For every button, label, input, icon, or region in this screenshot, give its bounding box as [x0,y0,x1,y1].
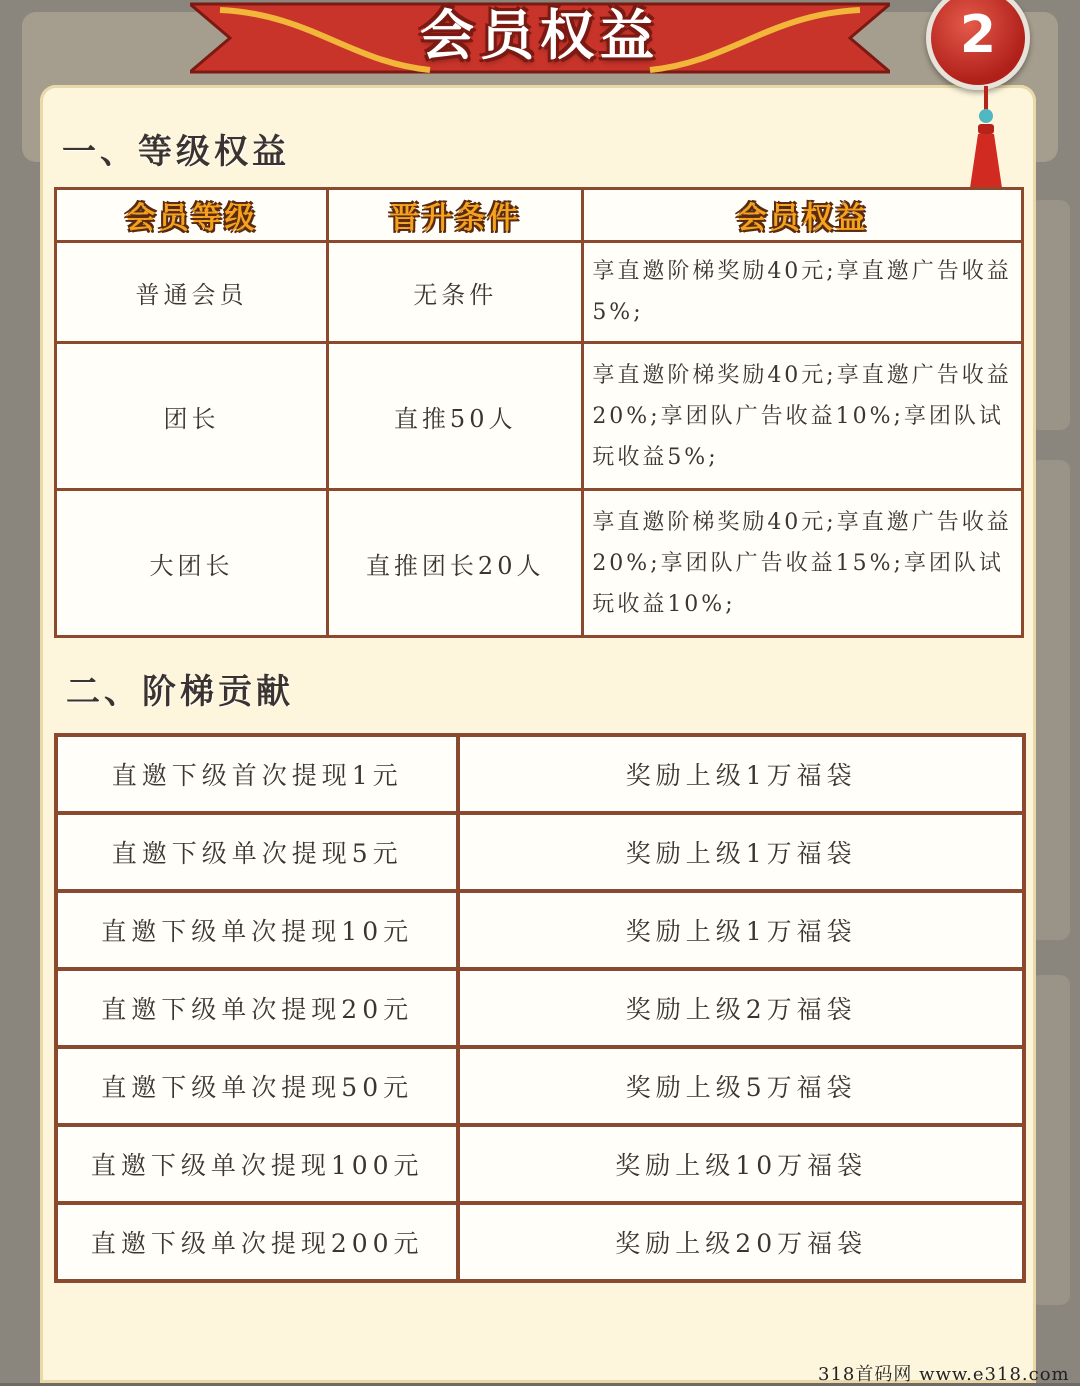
level-cell: 团长 [56,343,328,490]
benefits-cell: 享直邀阶梯奖励40元;享直邀广告收益5%; [583,242,1023,343]
benefits-cell: 享直邀阶梯奖励40元;享直邀广告收益20%;享团队广告收益10%;享团队试玩收益5%; [583,343,1023,490]
section-title-level-benefits: 一、等级权益 [62,132,290,172]
title-ribbon-text-wrap [190,0,890,78]
table-row [56,891,1024,969]
table-row [56,813,1024,891]
reward-cell: 奖励上级1万福袋 [458,813,1024,891]
level-benefits-table [54,187,1024,638]
section-title-ladder-contribution: 二、阶梯贡献 [66,672,294,712]
withdraw-condition-cell: 直邀下级单次提现5元 [56,813,458,891]
withdraw-condition-cell: 直邀下级单次提现50元 [56,1047,458,1125]
ladder-contribution-table [54,733,1026,1283]
condition-cell: 直推团长20人 [328,490,583,637]
table-header-row [56,189,1023,242]
page-number-badge[interactable] [926,0,1030,90]
withdraw-condition-cell: 直邀下级单次提现20元 [56,969,458,1047]
withdraw-condition-cell: 直邀下级单次提现200元 [56,1203,458,1281]
header-promotion-condition: 晋升条件 [328,189,583,242]
table-row [56,490,1023,637]
background-strip [1030,460,1070,940]
table-row [56,242,1023,343]
level-cell: 普通会员 [56,242,328,343]
page-number: 2 [959,5,997,65]
table-row [56,343,1023,490]
header-member-level: 会员等级 [56,189,328,242]
reward-cell: 奖励上级1万福袋 [458,891,1024,969]
withdraw-condition-cell: 直邀下级单次提现10元 [56,891,458,969]
reward-cell: 奖励上级20万福袋 [458,1203,1024,1281]
watermark: 318首码网 www.e318.com [818,1364,1070,1385]
reward-cell: 奖励上级5万福袋 [458,1047,1024,1125]
level-cell: 大团长 [56,490,328,637]
condition-cell: 无条件 [328,242,583,343]
benefits-cell: 享直邀阶梯奖励40元;享直邀广告收益20%;享团队广告收益15%;享团队试玩收益10%; [583,490,1023,637]
table-row [56,1125,1024,1203]
condition-cell: 直推50人 [328,343,583,490]
table-row [56,1203,1024,1281]
reward-cell: 奖励上级1万福袋 [458,735,1024,813]
tassel-icon [962,86,1010,190]
reward-cell: 奖励上级10万福袋 [458,1125,1024,1203]
header-member-benefits: 会员权益 [583,189,1023,242]
modal-title: 会员权益 [420,3,660,67]
background-strip [1030,975,1070,1305]
withdraw-condition-cell: 直邀下级单次提现100元 [56,1125,458,1203]
table-row [56,1047,1024,1125]
table-row [56,969,1024,1047]
reward-cell: 奖励上级2万福袋 [458,969,1024,1047]
background-strip [1030,200,1070,430]
withdraw-condition-cell: 直邀下级首次提现1元 [56,735,458,813]
table-row [56,735,1024,813]
